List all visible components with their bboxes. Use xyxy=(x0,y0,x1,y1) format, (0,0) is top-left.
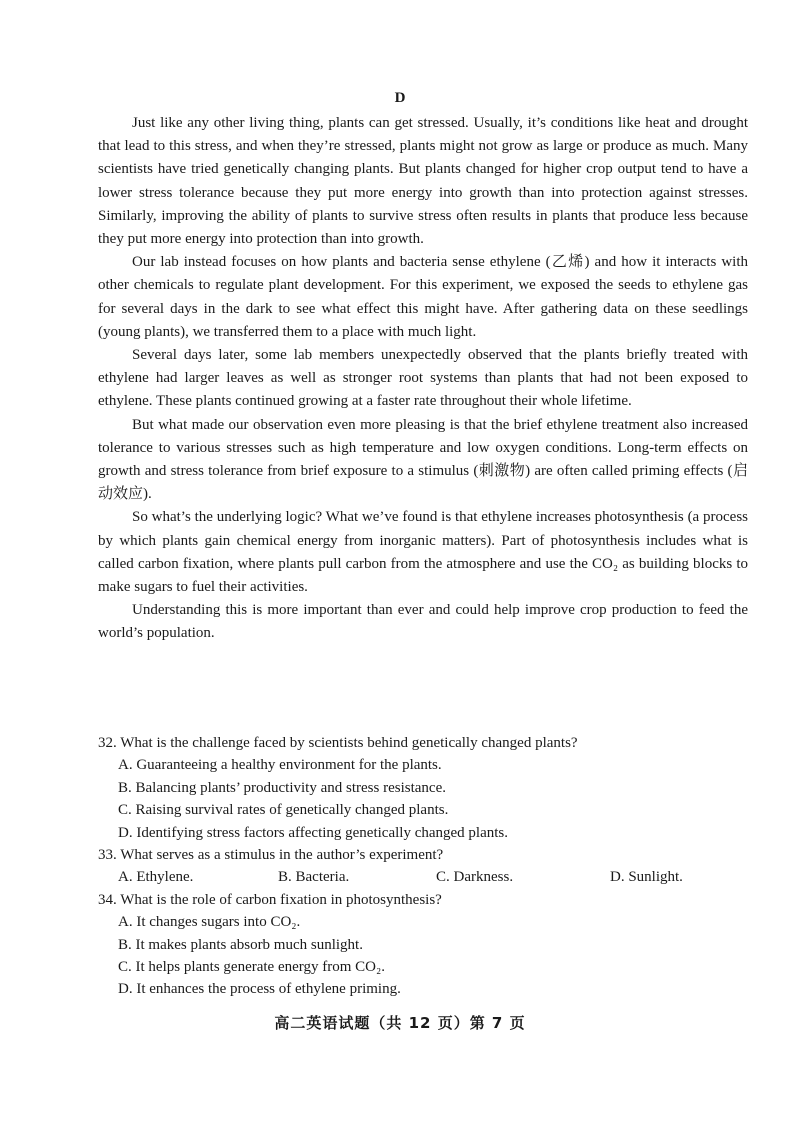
question-list xyxy=(98,732,748,1001)
question-stem: 33. What serves as a stimulus in the author’s experiment? xyxy=(98,847,444,864)
question-32 xyxy=(98,732,748,844)
option-b: B. It makes plants absorb much sunlight. xyxy=(118,936,363,953)
option-b: B. Bacteria. xyxy=(278,869,350,886)
option-a: A. Guaranteeing a healthy environment for the plants. xyxy=(118,757,442,774)
passage-paragraph: So what’s the underlying logic? What we’ve found is that ethylene increases photosynthesis (a process by which plants gain chemical energy from inorganic matters). Part of photosynthesis includes what is called carbon fixation, where plants pull carbon from the atmosphere and use the CO₂ as building blocks to make sugars to fuel their activities. xyxy=(98,509,748,596)
option-d: D. Identifying stress factors affecting genetically changed plants. xyxy=(118,824,509,841)
option-c: C. Darkness. xyxy=(436,869,514,886)
passage-paragraph: Understanding this is more important than ever and could help improve crop production to feed the world’s population. xyxy=(98,602,748,642)
question-stem: 34. What is the role of carbon fixation in photosynthesis? xyxy=(98,891,442,908)
section-title: D xyxy=(394,90,406,106)
question-stem: 32. What is the challenge faced by scientists behind genetically changed plants? xyxy=(98,735,578,751)
passage-paragraph: Just like any other living thing, plants can get stressed. Usually, it’s conditions like heat and drought that lead to this stress, and when they’re stressed, plants might not grow as large or produce as much. Many scientists have tried genetically changing plants. But plants changed for higher crop output tend to have a lower stress tolerance because they put more energy into growth than into protection against stresses. Similarly, improving the ability of plants to survive stress often results in plants that produce less because they put more energy into protection than into growth. xyxy=(98,115,748,248)
option-a: A. It changes sugars into CO₂. xyxy=(118,914,301,931)
passage-paragraph: Several days later, some lab members unexpectedly observed that the plants briefly treated with ethylene had larger leaves as well as stronger root systems than plants that had not been exposed to ethylene. These plants continued growing at a faster rate throughout their whole lifetime. xyxy=(98,347,748,410)
option-d: D. Sunlight. xyxy=(610,869,683,886)
option-row xyxy=(98,866,748,888)
option-d: D. It enhances the process of ethylene priming. xyxy=(118,981,401,998)
question-34 xyxy=(98,889,748,1001)
option-b: B. Balancing plants’ productivity and stress resistance. xyxy=(118,779,446,796)
passage-paragraph: Our lab instead focuses on how plants and bacteria sense ethylene (乙烯) and how it interacts with other chemicals to regulate plant development. For this experiment, we exposed the seeds to ethylene gas for several days in the dark to see what effect this might have. After gathering data on these seedlings (young plants), we transferred them to a place with much light. xyxy=(98,254,748,340)
option-c: C. Raising survival rates of genetically changed plants. xyxy=(118,802,449,819)
reading-passage xyxy=(98,112,748,646)
option-a: A. Ethylene. xyxy=(118,869,194,886)
page-footer: 高二英语试题（共 12 页）第 7 页 xyxy=(274,1014,526,1032)
option-c: C. It helps plants generate energy from CO₂. xyxy=(118,959,385,976)
question-33 xyxy=(98,844,748,889)
passage-paragraph: But what made our observation even more pleasing is that the brief ethylene treatment also increased tolerance to various stresses such as high temperature and low oxygen conditions. Long-term effects on growth and stress tolerance from brief exposure to a stimulus (刺激物) are often called priming effects (启动效应). xyxy=(98,416,748,503)
